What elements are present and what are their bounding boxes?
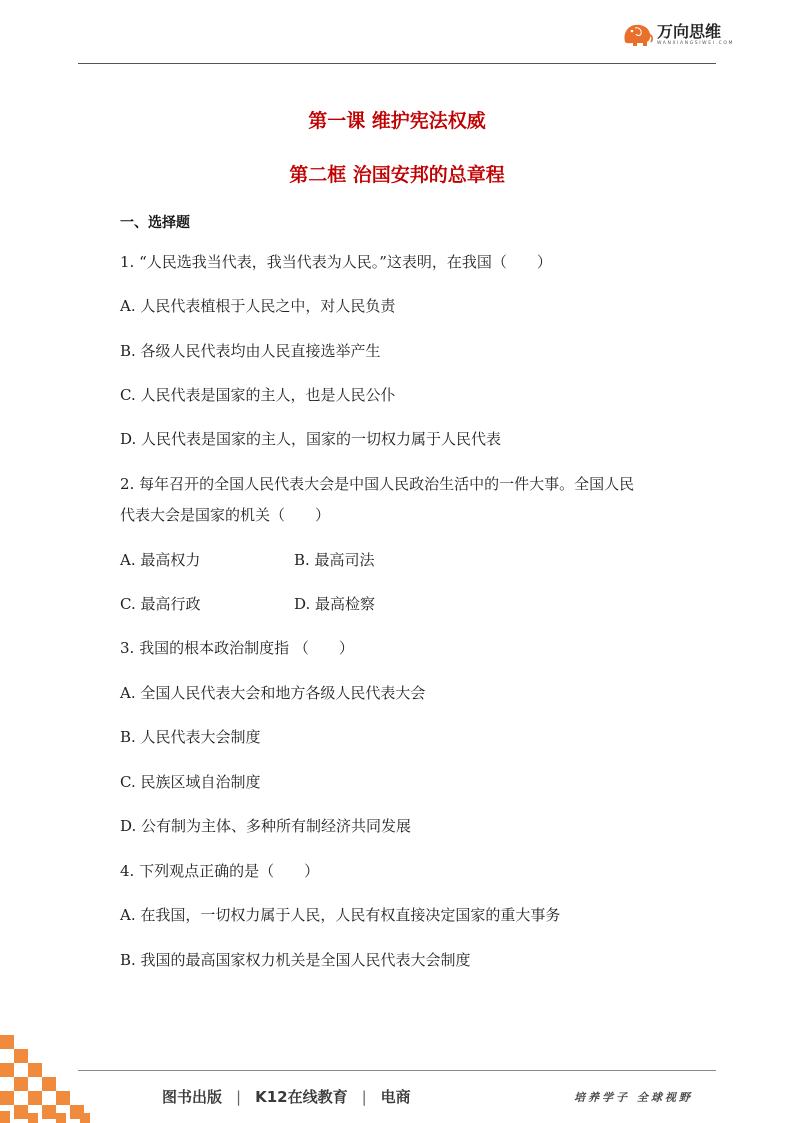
question-3: 3. 我国的根本政治制度指 （ ）	[120, 639, 354, 657]
footer-ecommerce: 电商	[380, 1088, 411, 1106]
q2-option-a: A. 最高权力	[120, 551, 201, 569]
header-divider	[78, 63, 716, 64]
q1-option-c: C. 人民代表是国家的主人，也是人民公仆	[120, 386, 396, 404]
q1-option-b: B. 各级人民代表均由人民直接选举产生	[120, 342, 381, 360]
footer-services	[162, 1086, 411, 1107]
question-2-line-1: 2. 每年召开的全国人民代表大会是中国人民政治生活中的一件大事。全国人民	[120, 475, 635, 493]
elephant-logo-icon	[621, 22, 655, 48]
footer-book-publishing: 图书出版	[162, 1088, 223, 1106]
q4-option-a: A. 在我国，一切权力属于人民，人民有权直接决定国家的重大事务	[120, 906, 561, 924]
q1-option-a: A. 人民代表植根于人民之中，对人民负责	[120, 297, 396, 315]
section-heading: 一、选择题	[120, 215, 190, 231]
q3-option-a: A. 全国人民代表大会和地方各级人民代表大会	[120, 684, 426, 702]
checker-pattern-decoration	[0, 1035, 92, 1123]
footer-divider	[78, 1070, 716, 1071]
lesson-subtitle: 第二框 治国安邦的总章程	[289, 164, 505, 186]
q1-option-d: D. 人民代表是国家的主人，国家的一切权力属于人民代表	[120, 430, 502, 448]
q3-option-b: B. 人民代表大会制度	[120, 728, 261, 746]
brand-url: WANXIANGSIWEI.COM	[657, 41, 734, 46]
question-2-line-2: 代表大会是国家的机关（ ）	[120, 506, 331, 524]
q4-option-b: B. 我国的最高国家权力机关是全国人民代表大会制度	[120, 951, 471, 969]
q2-option-d: D. 最高检察	[294, 595, 376, 613]
footer-divider-2: |	[361, 1088, 367, 1106]
footer-slogan: 培养学子 全球视野	[574, 1091, 693, 1104]
footer-k12-education: K12在线教育	[255, 1088, 348, 1106]
footer-divider-1: |	[236, 1088, 242, 1106]
q3-option-d: D. 公有制为主体、多种所有制经济共同发展	[120, 817, 412, 835]
q3-option-c: C. 民族区域自治制度	[120, 773, 261, 791]
brand-name: 万向思维	[657, 22, 722, 41]
question-4: 4. 下列观点正确的是（ ）	[120, 862, 320, 880]
q2-option-c: C. 最高行政	[120, 595, 201, 613]
brand-logo	[621, 22, 734, 48]
lesson-title: 第一课 维护宪法权威	[308, 110, 486, 132]
question-1: 1. “人民选我当代表，我当代表为人民。”这表明，在我国（ ）	[120, 253, 552, 271]
q2-option-b: B. 最高司法	[294, 551, 375, 569]
